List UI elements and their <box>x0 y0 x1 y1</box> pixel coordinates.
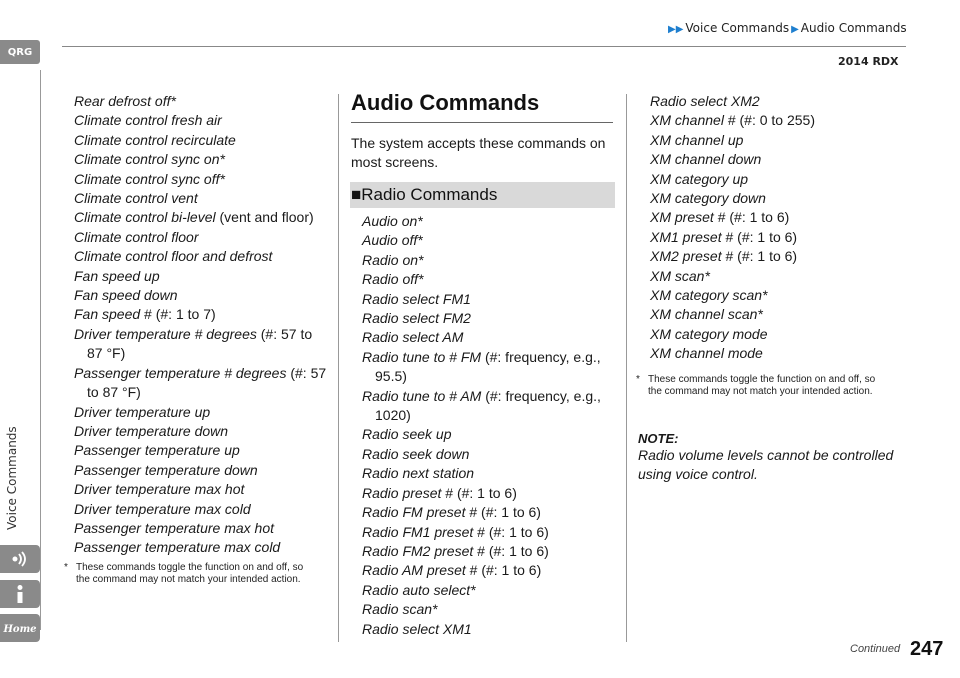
command-entry <box>362 212 612 231</box>
command-text: XM channel <box>650 112 724 129</box>
breadcrumb-arrow-icon: ▶▶ <box>668 24 684 35</box>
command-text: Climate control floor <box>74 228 199 245</box>
svg-text:Home: Home <box>3 624 37 635</box>
command-entry <box>74 364 334 403</box>
command-entry <box>362 387 612 426</box>
command-entry <box>650 111 910 130</box>
command-entry <box>650 131 910 150</box>
command-text: Radio off* <box>362 271 424 288</box>
command-entry <box>362 600 612 619</box>
command-entry <box>74 325 334 364</box>
right-command-list <box>650 92 910 364</box>
command-text: XM category up <box>650 170 749 187</box>
command-text: XM category down <box>650 190 766 207</box>
command-entry <box>650 247 910 266</box>
command-parameter: # (#: 1 to 6) <box>713 209 790 226</box>
command-entry <box>74 422 334 441</box>
command-text: Climate control sync off* <box>74 170 225 187</box>
command-entry <box>74 305 334 324</box>
voice-tab-button[interactable] <box>0 545 40 573</box>
command-entry <box>362 503 612 522</box>
command-text: Radio select XM2 <box>650 93 760 109</box>
command-text: Driver temperature # degrees <box>74 325 257 342</box>
command-entry <box>74 189 334 208</box>
command-entry <box>362 251 612 270</box>
command-entry <box>650 150 910 169</box>
command-entry <box>650 325 910 344</box>
command-entry <box>650 189 910 208</box>
command-parameter: (#: frequency, e.g., <box>481 348 601 365</box>
command-entry <box>74 170 334 189</box>
command-text: Driver temperature up <box>74 403 211 420</box>
command-text: Radio select FM2 <box>362 310 471 327</box>
command-text: XM preset <box>650 209 714 226</box>
command-entry <box>74 208 334 227</box>
command-entry <box>74 131 334 150</box>
command-entry <box>362 542 612 561</box>
header-divider <box>62 46 906 47</box>
intro-text: The system accepts these commands on most screens. <box>351 135 606 170</box>
command-text: Driver temperature max cold <box>74 500 251 517</box>
command-entry <box>650 305 910 324</box>
command-parameter: (vent and floor) <box>215 209 314 226</box>
command-text: Rear defrost off* <box>74 93 176 109</box>
title-rule <box>351 122 613 123</box>
command-text: XM channel scan* <box>650 306 763 323</box>
command-parameter: # (#: 1 to 6) <box>441 484 517 501</box>
breadcrumb-arrow-icon: ▶ <box>791 24 799 35</box>
command-text: Radio tune to # AM <box>362 387 482 404</box>
command-text: Fan speed down <box>74 287 178 304</box>
command-entry <box>362 270 612 289</box>
home-tab-button[interactable] <box>0 614 40 642</box>
home-icon <box>3 620 37 636</box>
command-text: Radio preset <box>362 484 442 501</box>
command-text: Passenger temperature up <box>74 442 240 459</box>
command-entry <box>74 441 334 460</box>
command-entry <box>74 267 334 286</box>
command-text: Climate control sync on* <box>74 151 225 168</box>
command-parameter: # (#: 1 to 6) <box>473 542 549 559</box>
command-entry <box>74 461 334 480</box>
command-text: Audio on* <box>362 213 423 229</box>
command-parameter-continued: 87 °F) <box>87 345 126 362</box>
command-entry <box>74 150 334 169</box>
command-entry <box>650 344 910 363</box>
command-text: Passenger temperature down <box>74 461 258 478</box>
command-entry <box>650 92 910 111</box>
command-entry <box>74 111 334 130</box>
command-parameter: # (#: 1 to 7) <box>140 306 216 323</box>
command-parameter: # (#: 0 to 255) <box>723 112 815 129</box>
column-divider <box>338 94 339 642</box>
command-entry <box>74 480 334 499</box>
command-text: Climate control fresh air <box>74 112 222 129</box>
command-text: Passenger temperature max cold <box>74 539 281 556</box>
command-text: Radio FM preset <box>362 504 466 521</box>
page-title: Audio Commands <box>351 90 540 115</box>
continued-label: Continued <box>850 643 901 655</box>
command-text: Climate control floor and defrost <box>74 248 273 265</box>
voice-icon <box>9 550 31 568</box>
command-entry <box>362 523 612 542</box>
command-entry <box>650 267 910 286</box>
command-entry <box>74 538 334 557</box>
info-tab-button[interactable] <box>0 580 40 608</box>
command-entry <box>650 208 910 227</box>
command-text: Radio AM preset <box>362 562 466 579</box>
command-entry <box>362 484 612 503</box>
command-text: XM category scan* <box>650 287 768 304</box>
command-parameter-continued: to 87 °F) <box>87 384 141 401</box>
command-text: Radio tune to # FM <box>362 348 482 365</box>
command-entry <box>74 228 334 247</box>
subsection-title: ■Radio Commands <box>351 185 498 204</box>
command-text: XM channel down <box>650 151 762 168</box>
command-text: Radio FM1 preset <box>362 523 474 540</box>
command-entry <box>362 290 612 309</box>
note-label: NOTE: <box>638 431 679 446</box>
column-divider <box>626 94 627 642</box>
command-text: XM channel up <box>650 131 744 148</box>
right-footnote: * These commands toggle the function on and off, so the command may not match your intended action. <box>636 374 876 397</box>
command-entry <box>74 92 334 111</box>
command-entry <box>650 170 910 189</box>
command-text: Audio off* <box>362 232 423 249</box>
command-text: Radio next station <box>362 465 475 482</box>
breadcrumb-item-voice-commands[interactable]: Voice Commands <box>685 21 790 35</box>
command-text: Radio FM2 preset <box>362 542 474 559</box>
command-parameter: # (#: 1 to 6) <box>473 523 549 540</box>
command-text: Radio seek down <box>362 445 470 462</box>
qrg-button[interactable]: QRG <box>0 40 40 64</box>
subsection-marker-icon: ■ <box>351 185 362 204</box>
page-number: 247 <box>910 638 944 660</box>
command-entry <box>362 561 612 580</box>
middle-command-list <box>362 212 612 639</box>
breadcrumb-item-audio-commands[interactable]: Audio Commands <box>800 21 907 35</box>
command-entry <box>362 348 612 387</box>
command-text: Radio select AM <box>362 329 464 346</box>
command-parameter: (#: 57 <box>286 364 327 381</box>
command-text: Driver temperature down <box>74 422 229 439</box>
command-text: Radio seek up <box>362 426 452 443</box>
command-entry <box>362 581 612 600</box>
command-text: Radio select FM1 <box>362 290 471 307</box>
command-text: XM category mode <box>650 325 768 342</box>
command-text: XM channel mode <box>650 345 763 362</box>
breadcrumb <box>668 21 907 35</box>
command-entry <box>362 464 612 483</box>
section-side-label: Voice Commands <box>5 426 19 530</box>
command-entry <box>362 445 612 464</box>
left-command-list <box>74 92 334 558</box>
left-footnote: * These commands toggle the function on and off, so the command may not match your intended action. <box>64 562 304 585</box>
command-text: Passenger temperature # degrees <box>74 364 287 381</box>
command-text: Radio auto select* <box>362 581 476 598</box>
command-text: Fan speed <box>74 306 141 323</box>
command-parameter: # (#: 1 to 6) <box>465 562 542 579</box>
command-parameter: # (#: 1 to 6) <box>721 228 798 245</box>
command-entry <box>74 500 334 519</box>
command-entry <box>362 328 612 347</box>
command-parameter: # (#: 1 to 6) <box>721 248 798 265</box>
command-text: Climate control bi-level <box>74 209 216 226</box>
command-parameter-continued: 1020) <box>375 407 411 424</box>
command-parameter: # (#: 1 to 6) <box>465 504 541 521</box>
command-entry <box>362 309 612 328</box>
info-icon <box>12 584 28 604</box>
command-entry <box>362 620 612 639</box>
rail-divider <box>40 70 41 630</box>
command-text: Radio select XM1 <box>362 620 472 637</box>
command-text: Radio scan* <box>362 601 438 618</box>
command-text: XM scan* <box>650 267 710 284</box>
command-parameter: (#: 57 to <box>256 325 313 342</box>
command-parameter-continued: 95.5) <box>375 368 407 385</box>
command-text: Climate control vent <box>74 190 198 207</box>
command-text: XM2 preset <box>650 248 722 265</box>
model-label: 2014 RDX <box>838 55 899 68</box>
command-entry <box>362 231 612 250</box>
command-entry <box>74 403 334 422</box>
command-entry <box>74 519 334 538</box>
command-text: Radio on* <box>362 251 424 268</box>
command-text: Driver temperature max hot <box>74 481 245 498</box>
command-entry <box>362 425 612 444</box>
command-text: XM1 preset <box>650 228 722 245</box>
command-parameter: (#: frequency, e.g., <box>481 387 601 404</box>
command-entry <box>650 286 910 305</box>
command-entry <box>74 247 334 266</box>
command-text: Climate control recirculate <box>74 131 236 148</box>
command-text: Fan speed up <box>74 267 160 284</box>
command-text: Passenger temperature max hot <box>74 519 274 536</box>
command-entry <box>74 286 334 305</box>
command-entry <box>650 228 910 247</box>
note-text: Radio volume levels cannot be controlled using voice control. <box>638 447 894 482</box>
